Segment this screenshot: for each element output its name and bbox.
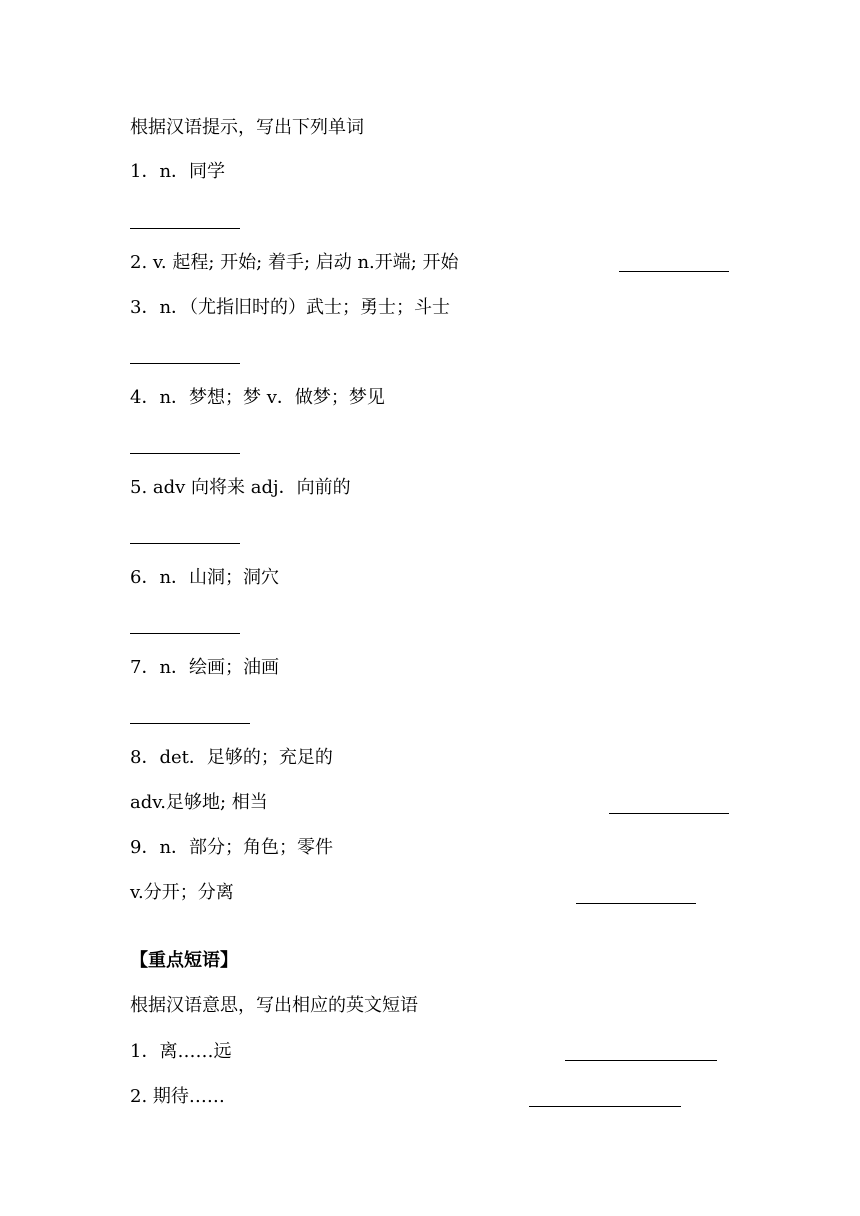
phrase-item-1: 1．离……远 <box>130 1041 232 1062</box>
vocab-item-9-line2: v.分开；分离 <box>130 882 234 903</box>
vocab-item-5: 5. adv 向将来 adj．向前的 <box>130 477 351 498</box>
phrase-section-heading: 【重点短语】 <box>130 950 238 971</box>
vocab-item-1: 1．n．同学 <box>130 161 226 182</box>
vocab-item-6: 6．n．山洞；洞穴 <box>130 567 280 588</box>
vocab-item-7: 7．n．绘画；油画 <box>130 657 280 678</box>
phrase-answer-blank-2[interactable] <box>529 1106 681 1107</box>
answer-blank-2[interactable] <box>619 271 729 272</box>
vocab-item-2: 2. v. 起程; 开始; 着手; 启动 n.开端; 开始 <box>130 252 459 273</box>
answer-blank-7[interactable] <box>130 723 250 724</box>
vocab-item-8-line2: adv.足够地; 相当 <box>130 792 268 813</box>
phrase-item-2: 2. 期待…… <box>130 1086 225 1107</box>
answer-blank-3[interactable] <box>130 363 240 364</box>
phrase-answer-blank-1[interactable] <box>565 1060 717 1061</box>
answer-blank-1[interactable] <box>130 228 240 229</box>
vocab-item-3: 3．n．（尤指旧时的）武士；勇士；斗士 <box>130 297 451 318</box>
answer-blank-6[interactable] <box>130 633 240 634</box>
answer-blank-8[interactable] <box>609 813 729 814</box>
vocab-instruction: 根据汉语提示，写出下列单词 <box>130 117 364 138</box>
answer-blank-9[interactable] <box>576 903 696 904</box>
answer-blank-5[interactable] <box>130 543 240 544</box>
vocab-item-4: 4．n．梦想；梦 v．做梦；梦见 <box>130 387 385 408</box>
vocab-item-9: 9．n．部分；角色；零件 <box>130 837 334 858</box>
answer-blank-4[interactable] <box>130 453 240 454</box>
phrase-instruction: 根据汉语意思，写出相应的英文短语 <box>130 995 418 1016</box>
vocab-item-8: 8．det．足够的；充足的 <box>130 747 333 768</box>
